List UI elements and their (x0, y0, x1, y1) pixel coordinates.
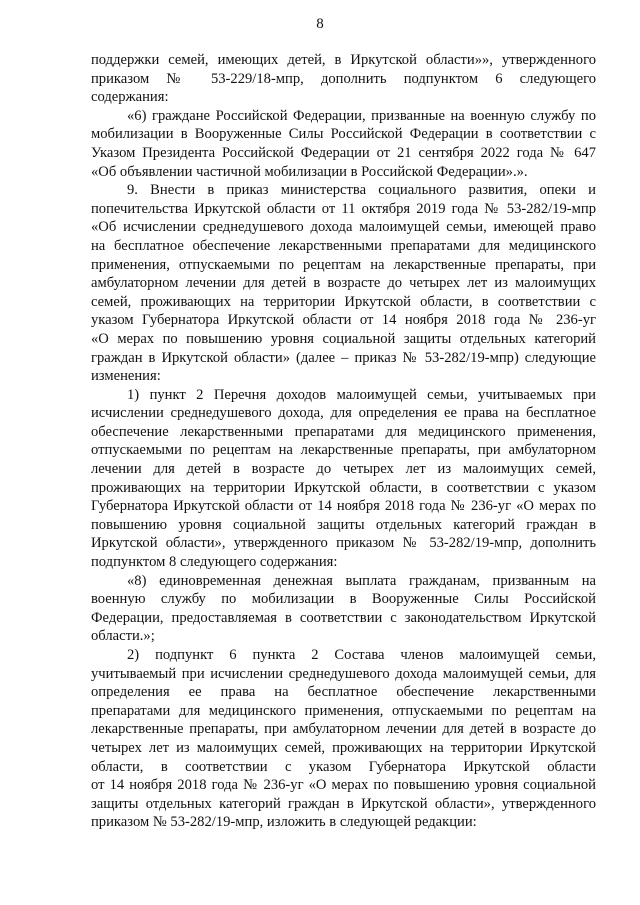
paragraph (91, 572, 596, 646)
text-line: «8) единовременная денежная выплата гражданам, призванным на (127, 572, 596, 589)
text-line: семей, проживающих на территории Иркутской области, в соответствии с (91, 293, 596, 310)
text-line: на бесплатное обеспечение лекарственными препаратами для медицинского (91, 237, 596, 254)
text-line: четырех лет из малоимущих семей, проживающих на территории Иркутской (91, 739, 596, 756)
text-line: отпускаемыми по рецептам на лекарственные препараты, при амбулаторном (91, 442, 596, 459)
page-number: 8 (316, 16, 324, 32)
text-line: Федерации, предоставляемая в соответствии с законодательством Иркутской (91, 609, 596, 626)
text-line: изменения: (91, 368, 161, 385)
text-line: подпунктом 8 следующего содержания: (91, 554, 338, 571)
text-line: военную службу по мобилизации в Вооруженные Силы Российской (91, 591, 596, 608)
text-line: указом Губернатора Иркутской области от 14 ноября 2018 года № 236-уг (91, 312, 596, 329)
text-line: исчислении среднедушевого дохода, для определения ее права на бесплатное (91, 405, 596, 422)
text-line: защиты отдельных категорий граждан в Иркутской области», утвержденного (91, 795, 596, 812)
text-line: проживающих на территории Иркутской области, в соответствии с указом (91, 479, 596, 496)
text-line: поддержки семей, имеющих детей, в Иркутской области»», утвержденного (91, 52, 596, 68)
text-line: 1) пункт 2 Перечня доходов малоимущей семьи, учитываемых при (127, 386, 596, 403)
text-line: содержания: (91, 89, 169, 106)
text-line: попечительства Иркутской области от 11 октября 2019 года № 53-282/19-мпр (91, 200, 596, 217)
text-line: определения ее права на бесплатное обеспечение лекарственными (91, 684, 596, 701)
text-line: от 14 ноября 2018 года № 236-уг «О мерах по повышению уровня социальной (91, 777, 596, 794)
text-line: мобилизации в Вооруженные Силы Российской Федерации в соответствии с (91, 126, 596, 143)
text-line: лечении для детей в возрасте до четырех лет из малоимущих семей, (91, 461, 596, 478)
paragraph (91, 386, 596, 572)
text-line: области, в соответствии с указом Губернатора Иркутской области (91, 758, 596, 775)
text-line: учитываемый при исчислении среднедушевого дохода малоимущей семьи, для (91, 665, 596, 682)
text-line: Указом Президента Российской Федерации от 21 сентября 2022 года № 647 (91, 144, 596, 161)
paragraph (91, 107, 596, 181)
text-line: амбулаторном лечении для детей в возрасте до четырех лет из малоимущих (91, 275, 596, 292)
paragraph (91, 51, 596, 107)
text-line: «О мерах по повышению уровня социальной защиты отдельных категорий (91, 330, 596, 347)
text-line: применения, отпускаемыми по рецептам на лекарственные препараты, при (91, 256, 596, 273)
text-line: обеспечение лекарственными препаратами для медицинского применения, (91, 423, 596, 440)
paragraph (91, 181, 596, 386)
text-line: граждан в Иркутской области» (далее – приказ № 53-282/19-мпр) следующие (91, 349, 596, 366)
text-line: «6) граждане Российской Федерации, призванные на военную службу по (127, 107, 596, 124)
text-line: приказом № 53-282/19-мпр, изложить в следующей редакции: (91, 814, 477, 831)
text-line: повышению уровня социальной защиты отдельных категорий граждан в (91, 516, 596, 533)
text-line: приказом № 53-229/18-мпр, дополнить подпунктом 6 следующего (91, 70, 596, 87)
text-line: области.»; (91, 628, 155, 645)
text-line: 9. Внести в приказ министерства социального развития, опеки и (127, 182, 596, 199)
text-line: Губернатора Иркутской области от 14 ноября 2018 года № 236-уг «О мерах по (91, 498, 596, 515)
text-line: препаратами для медицинского применения, отпускаемыми по рецептам на (91, 702, 596, 719)
text-line: лекарственные препараты, при амбулаторном лечении для детей в возрасте до (91, 721, 596, 738)
text-line: «Об объявлении частичной мобилизации в Российской Федерации».». (91, 163, 528, 180)
document-body (91, 51, 596, 832)
text-line: «Об исчислении среднедушевого дохода малоимущей семьи, имеющей право (91, 219, 596, 236)
text-line: 2) подпункт 6 пункта 2 Состава членов малоимущей семьи, (127, 647, 596, 663)
paragraph (91, 646, 596, 832)
text-line: Иркутской области», утвержденного приказом № 53-282/19-мпр, дополнить (91, 535, 596, 552)
